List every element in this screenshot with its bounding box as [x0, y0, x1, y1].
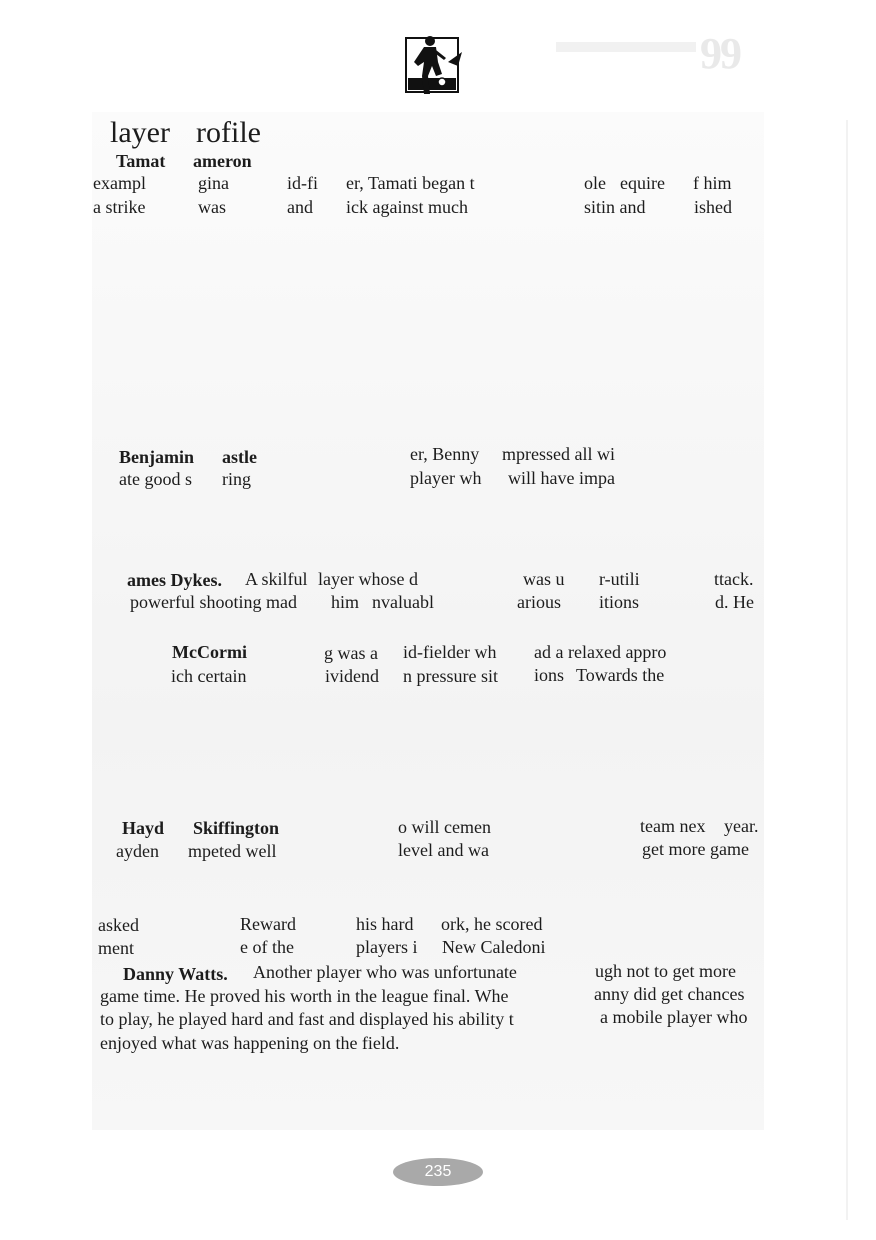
- james-line2-frag-4: arious: [517, 592, 561, 612]
- benjamin-line2-frag-3: player wh: [410, 468, 482, 488]
- tamati-line1-frag-7: f him: [693, 173, 732, 193]
- reward-line1-frag-3: his hard: [356, 914, 414, 934]
- tamati-name-part-1: Tamat: [116, 151, 166, 171]
- heading-word-1: layer: [110, 116, 170, 149]
- danny-line1-frag-2: ugh not to get more: [595, 961, 736, 981]
- danny-line3-frag-2: a mobile player who: [600, 1007, 748, 1027]
- benjamin-name-part-2: astle: [222, 447, 257, 467]
- tamati-line1-frag-1: exampl: [93, 173, 146, 193]
- danny-line3-frag-1: to play, he played hard and fast and displayed his ability t: [100, 1009, 514, 1029]
- tamati-line1-frag-6: equire: [620, 173, 665, 193]
- james-line2-frag-5: itions: [599, 592, 640, 612]
- tamati-line1-frag-4: er, Tamati began t: [346, 173, 475, 193]
- mccormick-line1-frag-3: ad a relaxed appro: [534, 642, 667, 662]
- faint-header-rule: [556, 42, 696, 52]
- danny-line1-frag-1: Another player who was unfortunate: [253, 962, 517, 982]
- year-watermark: 99: [700, 29, 740, 78]
- tamati-line2-frag-4: ick against much: [346, 197, 468, 217]
- hayden-name-part-1: Hayd: [122, 818, 165, 838]
- benjamin-line1-frag-2: mpressed all wi: [502, 444, 615, 464]
- reward-line2-frag-4: New Caledoni: [442, 937, 546, 957]
- hayden-line2-frag-2: mpeted well: [188, 841, 277, 861]
- james-line1-frag-1: A skilful: [245, 569, 308, 589]
- tamati-line1-frag-2: gina: [198, 173, 229, 193]
- mccormick-name: McCormi: [172, 642, 247, 662]
- tamati-line2-frag-6: n and: [606, 197, 646, 217]
- tamati-line2-frag-3: and: [287, 197, 313, 217]
- hayden-line2-frag-4: get more game: [642, 839, 749, 859]
- danny-line2-frag-2: anny did get chances: [594, 984, 745, 1004]
- reward-line2-frag-1: ment: [98, 938, 134, 958]
- danny-line2-frag-1: game time. He proved his worth in the league final. Whe: [100, 986, 509, 1006]
- reward-line2-frag-3: players i: [356, 937, 418, 957]
- james-line2-frag-6: d. He: [715, 592, 754, 612]
- hayden-line1-frag-1: o will cemen: [398, 817, 491, 837]
- tamati-line2-frag-5: siti: [584, 197, 607, 217]
- james-line2-frag-3: nvaluabl: [372, 592, 434, 612]
- tamati-line1-frag-5: ole: [584, 173, 606, 193]
- mccormick-line1-frag-2: id-fielder wh: [403, 642, 497, 662]
- mccormick-line2-frag-3: n pressure sit: [403, 666, 498, 686]
- benjamin-line2-frag-1: ate good s: [119, 469, 192, 489]
- benjamin-line2-frag-2: ring: [222, 469, 251, 489]
- danny-name: Danny Watts.: [123, 964, 228, 984]
- mccormick-line2-frag-1: ich certain: [171, 666, 247, 686]
- james-line1-frag-4: r-utili: [599, 569, 640, 589]
- running-player-icon: [402, 32, 464, 100]
- danny-line4: enjoyed what was happening on the field.: [100, 1033, 400, 1053]
- scan-margin-line: [846, 120, 848, 1220]
- tamati-line2-frag-2: was: [198, 197, 226, 217]
- james-line1-frag-2: layer whose d: [318, 569, 418, 589]
- james-line2-frag-1: powerful shooting mad: [130, 592, 297, 612]
- tamati-line2-frag-1: a strike: [93, 197, 146, 217]
- tamati-line2-frag-7: ished: [694, 197, 732, 217]
- james-line2-frag-2: him: [331, 592, 360, 612]
- heading-word-2: rofile: [196, 116, 261, 149]
- reward-line1-frag-4: ork, he scored: [441, 914, 543, 934]
- hayden-name-part-2: Skiffington: [193, 818, 280, 838]
- james-name: ames Dykes.: [127, 570, 222, 590]
- james-line1-frag-5: ttack.: [714, 569, 754, 589]
- page-number-badge: [393, 1158, 483, 1186]
- tamati-line1-frag-3: id-fi: [287, 173, 318, 193]
- page-number: 235: [424, 1163, 452, 1180]
- james-line1-frag-3: was u: [523, 569, 565, 589]
- mccormick-line1-frag-1: g was a: [324, 643, 378, 663]
- mccormick-line2-frag-2: ividend: [325, 666, 379, 686]
- hayden-line2-frag-1: ayden: [116, 841, 159, 861]
- benjamin-line1-frag-1: er, Benny: [410, 444, 480, 464]
- reward-line1-frag-1: asked: [98, 915, 139, 935]
- reward-line1-frag-2: Reward: [240, 914, 296, 934]
- mccormick-line2-frag-5: Towards the: [576, 665, 665, 685]
- hayden-line1-frag-2: team nex: [640, 816, 706, 836]
- hayden-line1-frag-3: year.: [724, 816, 759, 836]
- benjamin-name-part-1: Benjamin: [119, 447, 195, 467]
- tamati-name-part-2: ameron: [193, 151, 252, 171]
- hayden-line2-frag-3: level and wa: [398, 840, 489, 860]
- mccormick-line2-frag-4: ions: [534, 665, 565, 685]
- reward-line2-frag-2: e of the: [240, 937, 294, 957]
- benjamin-line2-frag-4: will have impa: [508, 468, 615, 488]
